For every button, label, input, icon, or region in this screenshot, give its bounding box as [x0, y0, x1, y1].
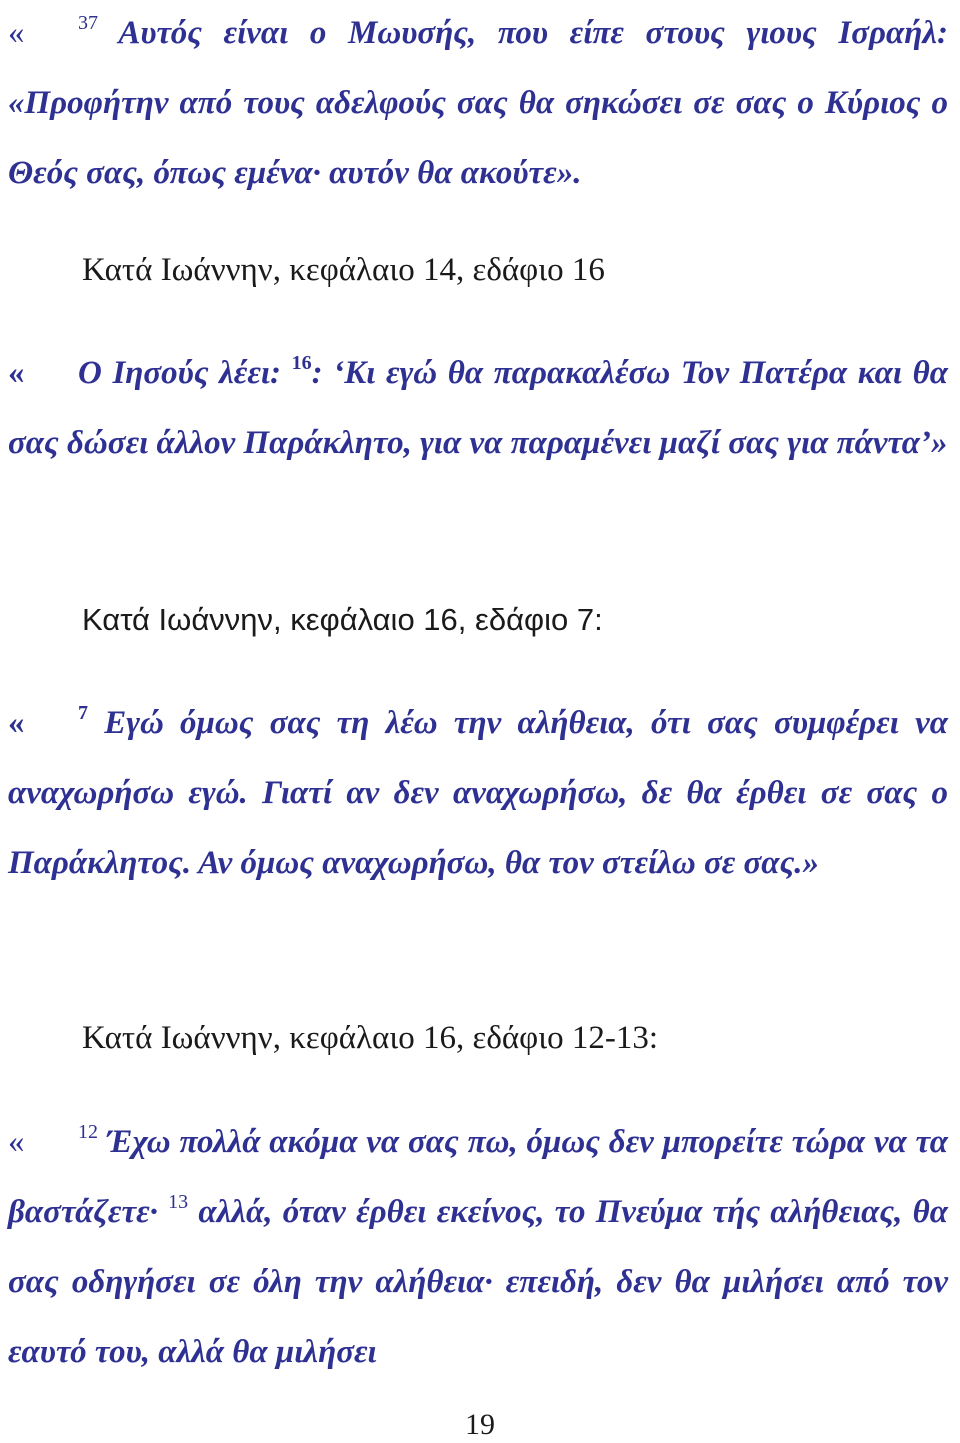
verse-number: 13 — [168, 1191, 189, 1213]
quote-deuteronomy — [8, 0, 948, 208]
quote-open-mark: « — [8, 1124, 25, 1160]
quote-text: Έχω πολλά ακόμα να σας πω, όμως δεν μπορείτε τώρα να τα βαστάζετε· — [8, 1124, 948, 1230]
verse-number: 7 — [78, 702, 88, 724]
verse-number: 12 — [78, 1121, 98, 1143]
verse-number: 37 — [78, 12, 98, 34]
page-number: 19 — [465, 1408, 495, 1441]
quote-john-16-7 — [8, 688, 948, 898]
scripture-reference: Κατά Ιωάννην, κεφάλαιο 16, εδάφιο 12-13: — [82, 1020, 658, 1056]
scripture-reference: Κατά Ιωάννην, κεφάλαιο 14, εδάφιο 16 — [82, 252, 605, 288]
quote-lead: Ο Ιησούς λέει: — [78, 355, 292, 391]
quote-text: αλλά, όταν έρθει εκείνος, το Πνεύμα τής αλήθειας, θα σας οδηγήσει σε όλη την αλήθεια· επειδή, δεν θα μιλήσει από τον εαυτό του, αλλά θα μιλήσει — [8, 1194, 948, 1370]
quote-text: Εγώ όμως σας τη λέω την αλήθεια, ότι σας συμφέρει να αναχωρήσω εγώ. Γιατί αν δεν αναχωρήσω, δε θα έρθει σε σας ο Παράκλητος. Αν όμως αναχωρήσω, θα τον στείλω σε σας.» — [8, 705, 948, 881]
quote-john-14-16 — [8, 338, 948, 478]
quote-text: Αυτός είναι ο Μωυσής, που είπε στους γιους Ισραήλ: «Προφήτην από τους αδελφούς σας θα σηκώσει σε σας ο Κύριος ο Θεός σας, όπως εμένα· αυτόν θα ακούτε». — [8, 15, 948, 191]
quote-text: : ‘Κι εγώ θα παρακαλέσω Τον Πατέρα και θα σας δώσει άλλον Παράκλητο, για να παραμένει μαζί σας για πάντα’» — [8, 355, 948, 461]
quote-open-mark: « — [8, 355, 25, 391]
quote-open-mark: « — [8, 705, 25, 741]
scripture-reference: Κατά Ιωάννην, κεφάλαιο 16, εδάφιο 7: — [82, 602, 603, 637]
quote-john-16-12-13 — [8, 1107, 948, 1387]
verse-number: 16 — [291, 352, 312, 374]
quote-open-mark: « — [8, 15, 25, 51]
